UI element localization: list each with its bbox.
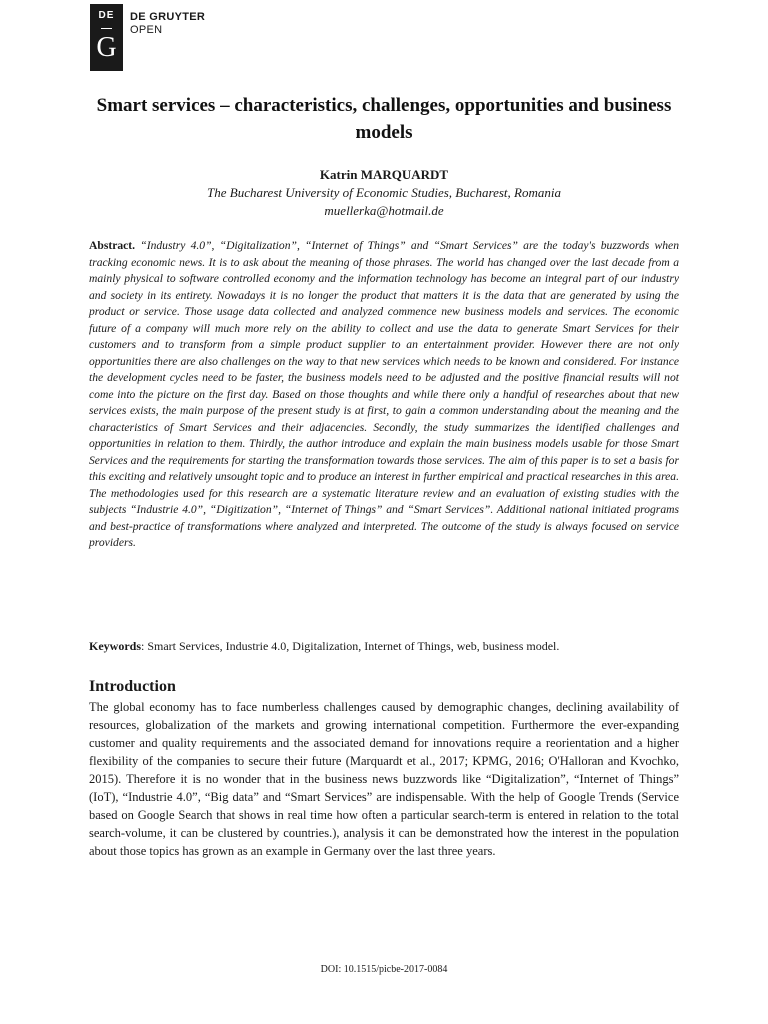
keywords-body: : Smart Services, Industrie 4.0, Digitalization, Internet of Things, web, business model. bbox=[141, 639, 560, 653]
keywords bbox=[89, 638, 679, 655]
paper-title: Smart services – characteristics, challenges, opportunities and business models bbox=[96, 95, 672, 143]
publisher-wordmark bbox=[130, 11, 205, 36]
author-affiliation: The Bucharest University of Economic Studies, Bucharest, Romania bbox=[207, 185, 561, 200]
abstract-body: “Industry 4.0”, “Digitalization”, “Internet of Things” and “Smart Services” are the today's buzzwords when tracking economic news. It is to ask about the meaning of those phrases. The world has changed over the last decade from a mainly physical to software controlled economy and the information technology has become an integral part of our industry and society in its entirety. Nowadays it is no longer the product that matters it is the data that are generated by using the product or service. Those usage data collected and analyzed commence new business models and services. The economic future of a company will much more rely on the ability to collect and use the data to generate Smart Services for their customers and to transform from a simple product supplier to an entertainment provider. However there are not only opportunities there are also challenges on the way to that new services which needs to be known and considered. For instance the development cycles need to be faster, the business models need to be adjusted and the positive financial results will not come into the picture on the first day. Based on those thoughts and while there only a handful of researches about that new services exists, the main purpose of the present study is at first, to gain a common understanding about the meaning and the characteristics of Smart Services and their adjacencies. Secondly, the study summarizes the identified challenges and opportunities in relation to them. Thirdly, the author introduce and explain the main business models usable for those Smart Services and the requirements for starting the transformation towards those services. The aim of this paper is to set a basis for this exciting and relatively unsought topic and to produce an interest in further empirical and practical researches in this area. The methodologies used for this research are a systematic literature review and an evaluation of existing studies with the subjects “Industrie 4.0”, “Digitization”, “Internet of Things” and “Smart Services”. Additional national initiated programs and best-practice of transformations where analyzed and interpreted. The outcome of the study is always focused on service providers. bbox=[89, 239, 679, 549]
author-block bbox=[89, 166, 679, 220]
logo-g-text: G bbox=[96, 32, 117, 63]
abstract bbox=[89, 238, 679, 552]
publisher-logo bbox=[90, 4, 123, 71]
author-email: muellerka@hotmail.de bbox=[324, 203, 444, 218]
publisher-subtitle: OPEN bbox=[130, 24, 163, 36]
doi-footer: DOI: 10.1515/picbe-2017-0084 bbox=[320, 964, 448, 975]
author-name: Katrin MARQUARDT bbox=[319, 167, 449, 182]
section-heading-introduction: Introduction bbox=[89, 678, 176, 695]
logo-de-text: DE bbox=[98, 10, 115, 21]
abstract-label: Abstract. bbox=[89, 239, 136, 252]
keywords-label: Keywords bbox=[89, 639, 141, 653]
introduction-paragraph: The global economy has to face numberless challenges caused by demographic changes, declining availability of resources, globalization of the markets and growing international competition. Furthermore the ever-expanding customer and quality requirements and the associated demand for innovations require a reorientation and a higher flexibility of the companies to secure their future (Marquardt et al., 2017; KPMG, 2016; O'Halloran and Kvochko, 2015). Therefore it is no wonder that in the business news buzzwords like “Digitalization”, “Internet of Things” (IoT), “Industrie 4.0”, “Big data” and “Smart Services” are indispensable. With the help of Google Trends (Service based on Google Search that shows in real time how often a particular search-term is entered in relation to the total search-volume, it can be clustered by countries.), analysis it can be demonstrated how the interest in the population about those topics has grown as an example in Germany over the last three years. bbox=[89, 700, 679, 858]
publisher-name: DE GRUYTER bbox=[130, 11, 206, 23]
logo-divider bbox=[101, 28, 112, 29]
